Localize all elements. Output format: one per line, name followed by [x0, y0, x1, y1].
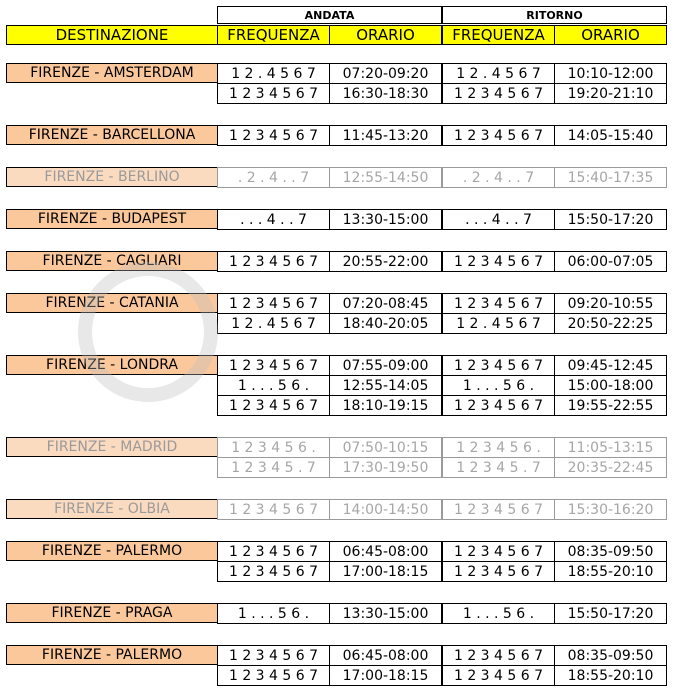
- ritorno-frequenza-cell: 1 . . . 5 6 .: [442, 375, 555, 396]
- ritorno-frequenza-cell: 1 2 3 4 5 6 7: [442, 561, 555, 582]
- ritorno-orario-cell: 18:55-20:10: [554, 665, 667, 686]
- destination-cell: FIRENZE - BERLINO: [6, 167, 218, 187]
- andata-frequenza-cell: 1 2 3 4 5 6 7: [217, 541, 330, 562]
- header-ritorno: RITORNO: [442, 6, 667, 24]
- destination-cell: FIRENZE - CAGLIARI: [6, 251, 218, 271]
- destination-cell: FIRENZE - BARCELLONA: [6, 125, 218, 145]
- andata-frequenza-cell: 1 2 3 4 5 6 7: [217, 293, 330, 314]
- ritorno-orario-cell: 15:40-17:35: [554, 167, 667, 188]
- andata-frequenza-cell: 1 2 3 4 5 6 7: [217, 355, 330, 376]
- ritorno-orario-cell: 11:05-13:15: [554, 437, 667, 458]
- header-andata-orario: ORARIO: [329, 25, 442, 45]
- destination-cell: FIRENZE - PRAGA: [6, 603, 218, 623]
- andata-frequenza-cell: 1 2 . 4 5 6 7: [217, 63, 330, 84]
- ritorno-frequenza-cell: 1 2 3 4 5 6 .: [442, 437, 555, 458]
- andata-frequenza-cell: 1 2 3 4 5 6 7: [217, 125, 330, 146]
- andata-frequenza-cell: 1 2 3 4 5 6 7: [217, 83, 330, 104]
- andata-frequenza-cell: 1 2 3 4 5 6 7: [217, 561, 330, 582]
- ritorno-orario-cell: 19:55-22:55: [554, 395, 667, 416]
- andata-frequenza-cell: 1 2 . 4 5 6 7: [217, 313, 330, 334]
- ritorno-orario-cell: 08:35-09:50: [554, 541, 667, 562]
- ritorno-frequenza-cell: 1 2 . 4 5 6 7: [442, 63, 555, 84]
- ritorno-orario-cell: 15:50-17:20: [554, 603, 667, 624]
- andata-orario-cell: 07:50-10:15: [329, 437, 442, 458]
- andata-frequenza-cell: . . . 4 . . 7: [217, 209, 330, 230]
- destination-cell: FIRENZE - OLBIA: [6, 499, 218, 519]
- ritorno-frequenza-cell: 1 2 3 4 5 6 7: [442, 125, 555, 146]
- andata-frequenza-cell: 1 . . . 5 6 .: [217, 375, 330, 396]
- andata-orario-cell: 18:10-19:15: [329, 395, 442, 416]
- andata-frequenza-cell: 1 2 3 4 5 6 7: [217, 499, 330, 520]
- andata-frequenza-cell: 1 2 3 4 5 6 .: [217, 437, 330, 458]
- destination-cell: FIRENZE - BUDAPEST: [6, 209, 218, 229]
- ritorno-frequenza-cell: 1 2 3 4 5 6 7: [442, 355, 555, 376]
- andata-orario-cell: 12:55-14:50: [329, 167, 442, 188]
- andata-orario-cell: 13:30-15:00: [329, 209, 442, 230]
- destination-cell: FIRENZE - LONDRA: [6, 355, 218, 375]
- header-ritorno-orario: ORARIO: [554, 25, 667, 45]
- ritorno-orario-cell: 20:35-22:45: [554, 457, 667, 478]
- andata-orario-cell: 20:55-22:00: [329, 251, 442, 272]
- andata-orario-cell: 17:00-18:15: [329, 665, 442, 686]
- andata-orario-cell: 17:00-18:15: [329, 561, 442, 582]
- andata-frequenza-cell: 1 2 3 4 5 6 7: [217, 251, 330, 272]
- ritorno-frequenza-cell: 1 2 3 4 5 6 7: [442, 499, 555, 520]
- header-destinazione: DESTINAZIONE: [6, 25, 218, 45]
- andata-frequenza-cell: 1 2 3 4 5 . 7: [217, 457, 330, 478]
- ritorno-orario-cell: 20:50-22:25: [554, 313, 667, 334]
- watermark: [78, 262, 218, 402]
- destination-cell: FIRENZE - MADRID: [6, 437, 218, 457]
- ritorno-frequenza-cell: . 2 . 4 . . 7: [442, 167, 555, 188]
- andata-orario-cell: 12:55-14:05: [329, 375, 442, 396]
- ritorno-frequenza-cell: 1 2 3 4 5 6 7: [442, 293, 555, 314]
- ritorno-frequenza-cell: 1 2 3 4 5 6 7: [442, 83, 555, 104]
- header-andata-frequenza: FREQUENZA: [217, 25, 330, 45]
- andata-orario-cell: 07:20-08:45: [329, 293, 442, 314]
- ritorno-frequenza-cell: 1 2 3 4 5 . 7: [442, 457, 555, 478]
- andata-orario-cell: 06:45-08:00: [329, 645, 442, 666]
- ritorno-orario-cell: 19:20-21:10: [554, 83, 667, 104]
- andata-orario-cell: 06:45-08:00: [329, 541, 442, 562]
- destination-cell: FIRENZE - PALERMO: [6, 541, 218, 561]
- andata-orario-cell: 07:20-09:20: [329, 63, 442, 84]
- ritorno-frequenza-cell: 1 2 3 4 5 6 7: [442, 251, 555, 272]
- ritorno-frequenza-cell: 1 2 3 4 5 6 7: [442, 665, 555, 686]
- ritorno-frequenza-cell: . . . 4 . . 7: [442, 209, 555, 230]
- header-andata: ANDATA: [217, 6, 442, 24]
- andata-frequenza-cell: . 2 . 4 . . 7: [217, 167, 330, 188]
- ritorno-orario-cell: 09:45-12:45: [554, 355, 667, 376]
- andata-frequenza-cell: 1 2 3 4 5 6 7: [217, 645, 330, 666]
- ritorno-orario-cell: 08:35-09:50: [554, 645, 667, 666]
- ritorno-frequenza-cell: 1 2 . 4 5 6 7: [442, 313, 555, 334]
- andata-orario-cell: 18:40-20:05: [329, 313, 442, 334]
- destination-cell: FIRENZE - AMSTERDAM: [6, 63, 218, 83]
- ritorno-orario-cell: 15:30-16:20: [554, 499, 667, 520]
- andata-orario-cell: 17:30-19:50: [329, 457, 442, 478]
- andata-frequenza-cell: 1 . . . 5 6 .: [217, 603, 330, 624]
- ritorno-orario-cell: 15:50-17:20: [554, 209, 667, 230]
- ritorno-orario-cell: 09:20-10:55: [554, 293, 667, 314]
- andata-frequenza-cell: 1 2 3 4 5 6 7: [217, 395, 330, 416]
- ritorno-orario-cell: 10:10-12:00: [554, 63, 667, 84]
- ritorno-frequenza-cell: 1 2 3 4 5 6 7: [442, 395, 555, 416]
- ritorno-frequenza-cell: 1 2 3 4 5 6 7: [442, 541, 555, 562]
- ritorno-orario-cell: 06:00-07:05: [554, 251, 667, 272]
- ritorno-orario-cell: 18:55-20:10: [554, 561, 667, 582]
- destination-cell: FIRENZE - CATANIA: [6, 293, 218, 313]
- ritorno-frequenza-cell: 1 . . . 5 6 .: [442, 603, 555, 624]
- andata-orario-cell: 14:00-14:50: [329, 499, 442, 520]
- ritorno-orario-cell: 15:00-18:00: [554, 375, 667, 396]
- ritorno-orario-cell: 14:05-15:40: [554, 125, 667, 146]
- andata-orario-cell: 13:30-15:00: [329, 603, 442, 624]
- ritorno-frequenza-cell: 1 2 3 4 5 6 7: [442, 645, 555, 666]
- andata-orario-cell: 16:30-18:30: [329, 83, 442, 104]
- header-ritorno-frequenza: FREQUENZA: [442, 25, 555, 45]
- destination-cell: FIRENZE - PALERMO: [6, 645, 218, 665]
- andata-orario-cell: 11:45-13:20: [329, 125, 442, 146]
- andata-frequenza-cell: 1 2 3 4 5 6 7: [217, 665, 330, 686]
- andata-orario-cell: 07:55-09:00: [329, 355, 442, 376]
